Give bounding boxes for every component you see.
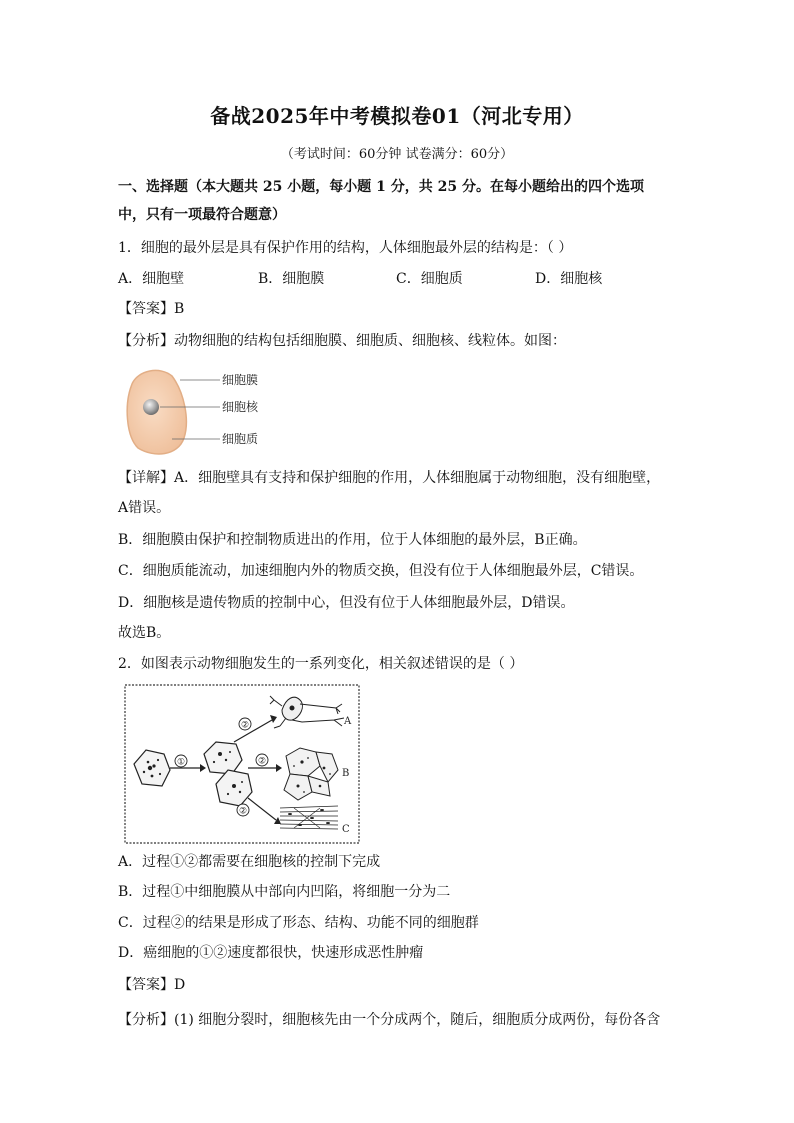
question-1-stem: 1．细胞的最外层是具有保护作用的结构，人体细胞最外层的结构是：（ ） <box>118 240 573 256</box>
question-1-option-a: A．细胞壁 <box>118 271 185 287</box>
cell-nucleus-shape <box>143 399 159 415</box>
question-1-option-b: B．细胞膜 <box>258 271 325 287</box>
question-1-answer: 【答案】B <box>118 301 185 317</box>
question-1-option-d: D．细胞核 <box>535 271 603 287</box>
question-1-detail-line1: 【详解】A．细胞壁具有支持和保护细胞的作用，人体细胞属于动物细胞，没有细胞壁， <box>118 470 661 486</box>
section-heading-line1: 一、选择题（本大题共 25 小题，每小题 1 分，共 25 分。在每小题给出的四个选项 <box>118 179 644 195</box>
question-1-detail-c: C．细胞质能流动，加速细胞内外的物质交换，但没有位于人体细胞最外层，C错误。 <box>118 563 644 579</box>
question-2-analysis: 【分析】(1) 细胞分裂时，细胞核先由一个分成两个，随后，细胞质分成两份，每份各含 <box>118 1012 661 1028</box>
section-heading-line2: 中，只有一项最符合题意） <box>118 207 286 223</box>
exam-info: （考试时间：60分钟 试卷满分：60分） <box>280 147 514 162</box>
cell-changes-figure <box>124 684 360 844</box>
question-1-option-c: C．细胞质 <box>396 271 463 287</box>
question-2-answer: 【答案】D <box>118 977 186 993</box>
question-1-analysis: 【分析】动物细胞的结构包括细胞膜、细胞质、细胞核、线粒体。如图： <box>118 333 566 349</box>
label-cytoplasm: 细胞质 <box>222 432 259 446</box>
question-2-stem: 2．如图表示动物细胞发生的一系列变化，相关叙述错误的是（ ） <box>118 656 524 672</box>
animal-cell-figure <box>120 364 280 459</box>
question-2-option-c: C．过程②的结果是形成了形态、结构、功能不同的细胞群 <box>118 915 479 931</box>
question-1-detail-d: D．细胞核是遗传物质的控制中心，但没有位于人体细胞最外层，D错误。 <box>118 595 575 611</box>
process-2-label-a: ② <box>240 720 250 731</box>
question-2-option-b: B．过程①中细胞膜从中部向内凹陷，将细胞一分为二 <box>118 884 451 900</box>
question-2-option-a: A．过程①②都需要在细胞核的控制下完成 <box>118 854 381 870</box>
figure-label-a: A <box>344 716 352 727</box>
process-1-label: ① <box>176 757 186 768</box>
question-1-conclusion: 故选B。 <box>118 625 171 641</box>
question-1-detail-b: B．细胞膜由保护和控制物质进出的作用，位于人体细胞的最外层，B正确。 <box>118 532 587 548</box>
label-cell-membrane: 细胞膜 <box>222 373 259 387</box>
question-1-detail-line2: A错误。 <box>118 500 171 516</box>
question-2-option-d: D．癌细胞的①②速度都很快，快速形成恶性肿瘤 <box>118 945 424 961</box>
figure-label-b: B <box>342 768 350 779</box>
label-cell-nucleus: 细胞核 <box>222 400 259 414</box>
process-2-label-b: ② <box>257 756 267 767</box>
page-title: 备战2025年中考模拟卷01（河北专用） <box>210 104 584 128</box>
figure-label-c: C <box>342 824 350 835</box>
process-2-label-c: ② <box>238 806 248 817</box>
